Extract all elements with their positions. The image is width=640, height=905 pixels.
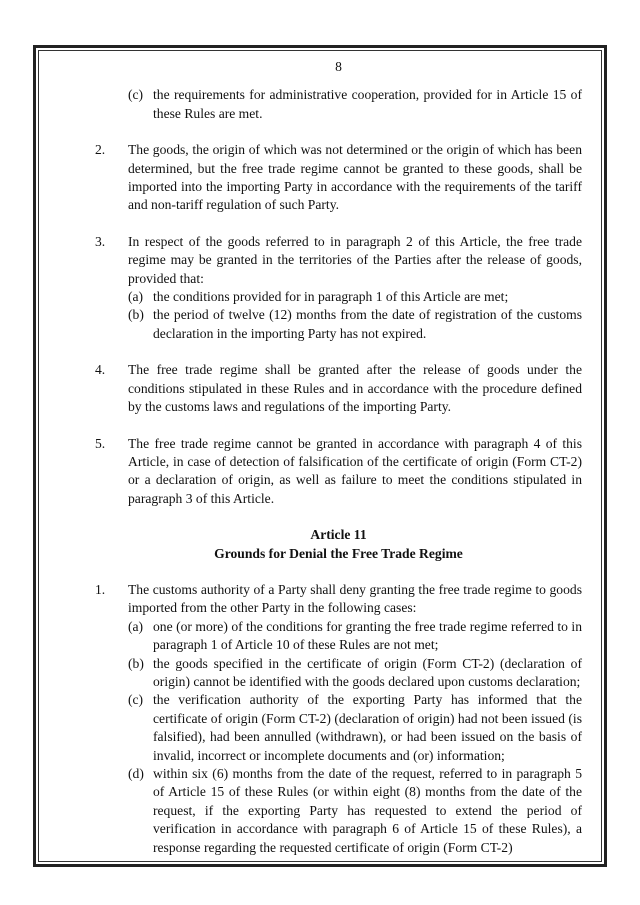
list-item [128, 691, 582, 765]
item-label: (a) [128, 618, 144, 634]
item-text: the period of twelve (12) months from the date of registration of the customs declaration in the importing Party has not expired. [153, 307, 582, 341]
paragraph-text: The goods, the origin of which was not determined or the origin of which has been determined, but the free trade regime cannot be granted to these goods, shall be imported into the importing Party in accordance with the requirements of the tariff and non-tariff regulation of such Party. [128, 142, 582, 213]
article-number: Article 11 [310, 527, 367, 543]
item-text: the requirements for administrative cooperation, provided for in Article 15 of these Rules are met. [153, 87, 582, 121]
item-label: (d) [128, 766, 144, 781]
paragraph-4 [95, 361, 582, 416]
item-text: the conditions provided for in paragraph 1 of this Article are met; [153, 289, 509, 305]
list-item [128, 655, 582, 692]
item-label: (c) [128, 87, 144, 103]
article-title: Grounds for Denial the Free Trade Regime [214, 545, 463, 561]
paragraph-text: The customs authority of a Party shall deny granting the free trade regime to goods imported from the other Party in the following cases: [128, 581, 582, 616]
paragraph-text: The free trade regime cannot be granted in accordance with paragraph 4 of this Article, in case of detection of falsification of the certificate of origin (Form CT-2) or a declaration of origin, as well as failure to meet the conditions stipulated in paragraph 3 of this Article. [128, 435, 582, 506]
item-label: (a) [128, 289, 144, 305]
list-item [128, 765, 582, 857]
paragraph-text: The free trade regime shall be granted after the release of goods under the conditions stipulated in these Rules and in accordance with the procedure defined by the customs laws and regulations of the importing Party. [128, 362, 582, 415]
article-paragraph-1 [95, 581, 582, 857]
list-item [128, 306, 582, 343]
item-label: (b) [128, 307, 144, 323]
page-content [95, 58, 582, 857]
item-text: within six (6) months from the date of the request, referred to in paragraph 5 of Article 15 of these Rules (or within eight (8) months from the date of the request, if the exporting Party has requested to extend the period of verification in accordance with paragraph 6 of Article 15 of these Rules), a response regarding the requested certificate of origin (Form CT-2) [153, 766, 582, 855]
item-label: (b) [128, 655, 144, 671]
list-item [128, 288, 582, 306]
paragraph-3 [95, 233, 582, 343]
paragraph-number: 4. [95, 362, 106, 378]
continued-item [95, 86, 582, 123]
paragraph-number: 1. [95, 581, 106, 597]
paragraph-number: 3. [95, 233, 106, 249]
page-number: 8 [335, 59, 342, 74]
paragraph-number: 2. [95, 142, 106, 158]
item-text: the goods specified in the certificate of origin (Form CT-2) (declaration of origin) cannot be identified with the goods declared upon customs declaration; [153, 655, 582, 689]
paragraph-text: In respect of the goods referred to in paragraph 2 of this Article, the free trade regime may be granted in the territories of the Parties after the release of goods, provided that: [128, 233, 582, 286]
item-text: the verification authority of the exporting Party has informed that the certificate of origin (Form CT-2) (declaration of origin) had not been issued (is falsified), had been annulled (withdrawn), or had been issued on the basis of invalid, incorrect or incomplete documents and (or) information; [153, 692, 582, 763]
item-label: (c) [128, 692, 144, 708]
list-item [128, 618, 582, 655]
item-text: one (or more) of the conditions for granting the free trade regime referred to in paragraph 1 of Article 10 of these Rules are not met; [153, 618, 582, 653]
paragraph-2 [95, 141, 582, 215]
paragraph-5 [95, 435, 582, 509]
paragraph-number: 5. [95, 435, 106, 451]
